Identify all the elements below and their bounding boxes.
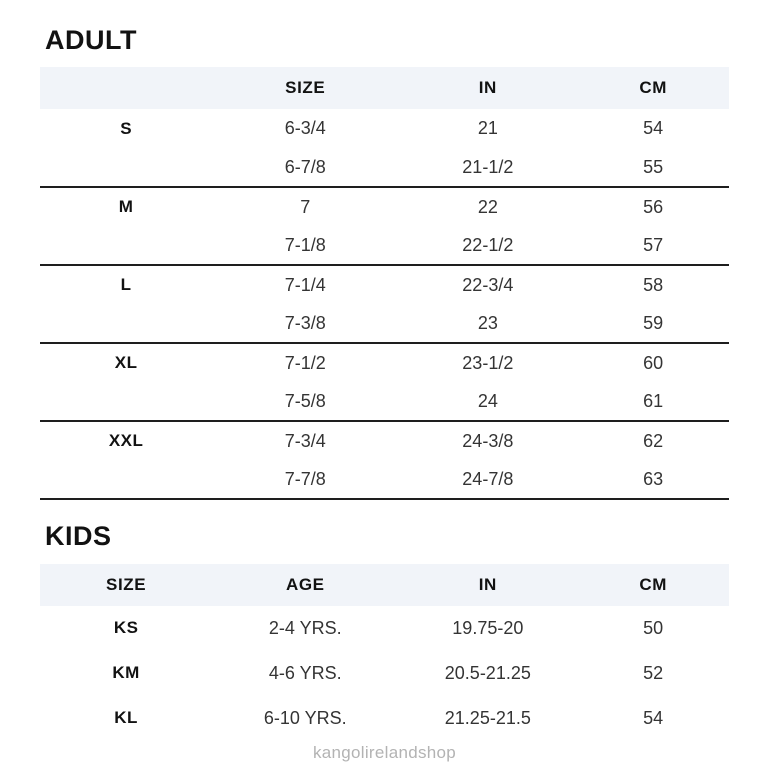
cell-size: 7-5/8 — [212, 382, 398, 421]
adult-row-l-1 — [40, 265, 729, 304]
kids-row-ks — [40, 606, 729, 651]
size-group-label — [40, 304, 212, 343]
cell-inches: 19.75-20 — [452, 617, 524, 638]
cell-inches: 24-7/8 — [398, 460, 577, 499]
cell-size: 7-1/8 — [212, 226, 398, 265]
adult-header-row — [40, 67, 729, 109]
size-group-label: XL — [114, 353, 138, 373]
cell-inches: 21.25-21.5 — [444, 707, 531, 728]
cell-size: 6-7/8 — [212, 148, 398, 187]
adult-row-s-2 — [40, 148, 729, 187]
cell-size: 7-1/4 — [284, 274, 326, 295]
kids-header-cm: CM — [639, 574, 668, 594]
size-group-label: XXL — [108, 431, 144, 451]
adult-header-size: SIZE — [285, 78, 326, 98]
cell-cm: 52 — [643, 662, 664, 683]
cell-inches: 24 — [398, 382, 577, 421]
size-group-label — [40, 148, 212, 187]
cell-size: 7-7/8 — [212, 460, 398, 499]
kids-section-title: KIDS — [45, 521, 112, 552]
cell-kids-size: KL — [114, 708, 138, 728]
cell-cm: 63 — [577, 460, 729, 499]
kids-row-kl — [40, 696, 729, 741]
adult-size-table — [40, 67, 729, 500]
cell-kids-size: KS — [113, 618, 139, 638]
cell-cm: 54 — [643, 118, 664, 139]
adult-row-s-1 — [40, 109, 729, 148]
cell-kids-size: KM — [112, 663, 140, 683]
cell-size: 7-1/2 — [284, 352, 326, 373]
cell-cm: 58 — [643, 274, 664, 295]
cell-cm: 61 — [577, 382, 729, 421]
size-group-label: M — [118, 197, 134, 217]
cell-cm: 60 — [643, 352, 664, 373]
cell-inches: 22-1/2 — [398, 226, 577, 265]
adult-header-blank — [40, 67, 212, 109]
cell-inches: 21-1/2 — [398, 148, 577, 187]
cell-age: 4-6 YRS. — [268, 662, 342, 683]
adult-row-m-1 — [40, 187, 729, 226]
cell-inches: 20.5-21.25 — [444, 662, 531, 683]
cell-inches: 22 — [477, 196, 498, 217]
adult-header-in: IN — [478, 78, 497, 98]
cell-cm: 62 — [643, 430, 664, 451]
cell-age: 6-10 YRS. — [263, 707, 347, 728]
size-group-label — [40, 226, 212, 265]
cell-cm: 56 — [643, 196, 664, 217]
size-group-label: S — [120, 118, 133, 138]
size-group-label — [40, 382, 212, 421]
adult-row-xl-2 — [40, 382, 729, 421]
cell-inches: 23-1/2 — [462, 352, 514, 373]
cell-cm: 54 — [643, 707, 664, 728]
cell-size: 6-3/4 — [284, 118, 326, 139]
cell-size: 7 — [300, 196, 311, 217]
cell-size: 7-3/8 — [212, 304, 398, 343]
kids-header-age: AGE — [285, 574, 325, 594]
cell-inches: 22-3/4 — [462, 274, 514, 295]
kids-header-size: SIZE — [106, 574, 147, 594]
adult-row-xxl-1 — [40, 421, 729, 460]
adult-row-l-2 — [40, 304, 729, 343]
adult-row-xl-1 — [40, 343, 729, 382]
adult-header-cm: CM — [639, 78, 668, 98]
size-group-label: L — [120, 275, 132, 295]
kids-header-in: IN — [478, 574, 497, 594]
shop-watermark: kangolirelandshop — [312, 742, 457, 762]
size-group-label — [40, 460, 212, 499]
kids-row-km — [40, 651, 729, 696]
kids-header-row — [40, 564, 729, 606]
cell-inches: 23 — [398, 304, 577, 343]
kids-size-table — [40, 564, 729, 741]
cell-cm: 59 — [577, 304, 729, 343]
cell-cm: 57 — [577, 226, 729, 265]
cell-size: 7-3/4 — [284, 430, 326, 451]
cell-age: 2-4 YRS. — [268, 617, 342, 638]
adult-row-xxl-2 — [40, 460, 729, 499]
cell-inches: 21 — [477, 118, 498, 139]
adult-section-title: ADULT — [45, 25, 137, 55]
adult-row-m-2 — [40, 226, 729, 265]
cell-cm: 50 — [643, 617, 664, 638]
cell-inches: 24-3/8 — [462, 430, 514, 451]
cell-cm: 55 — [577, 148, 729, 187]
